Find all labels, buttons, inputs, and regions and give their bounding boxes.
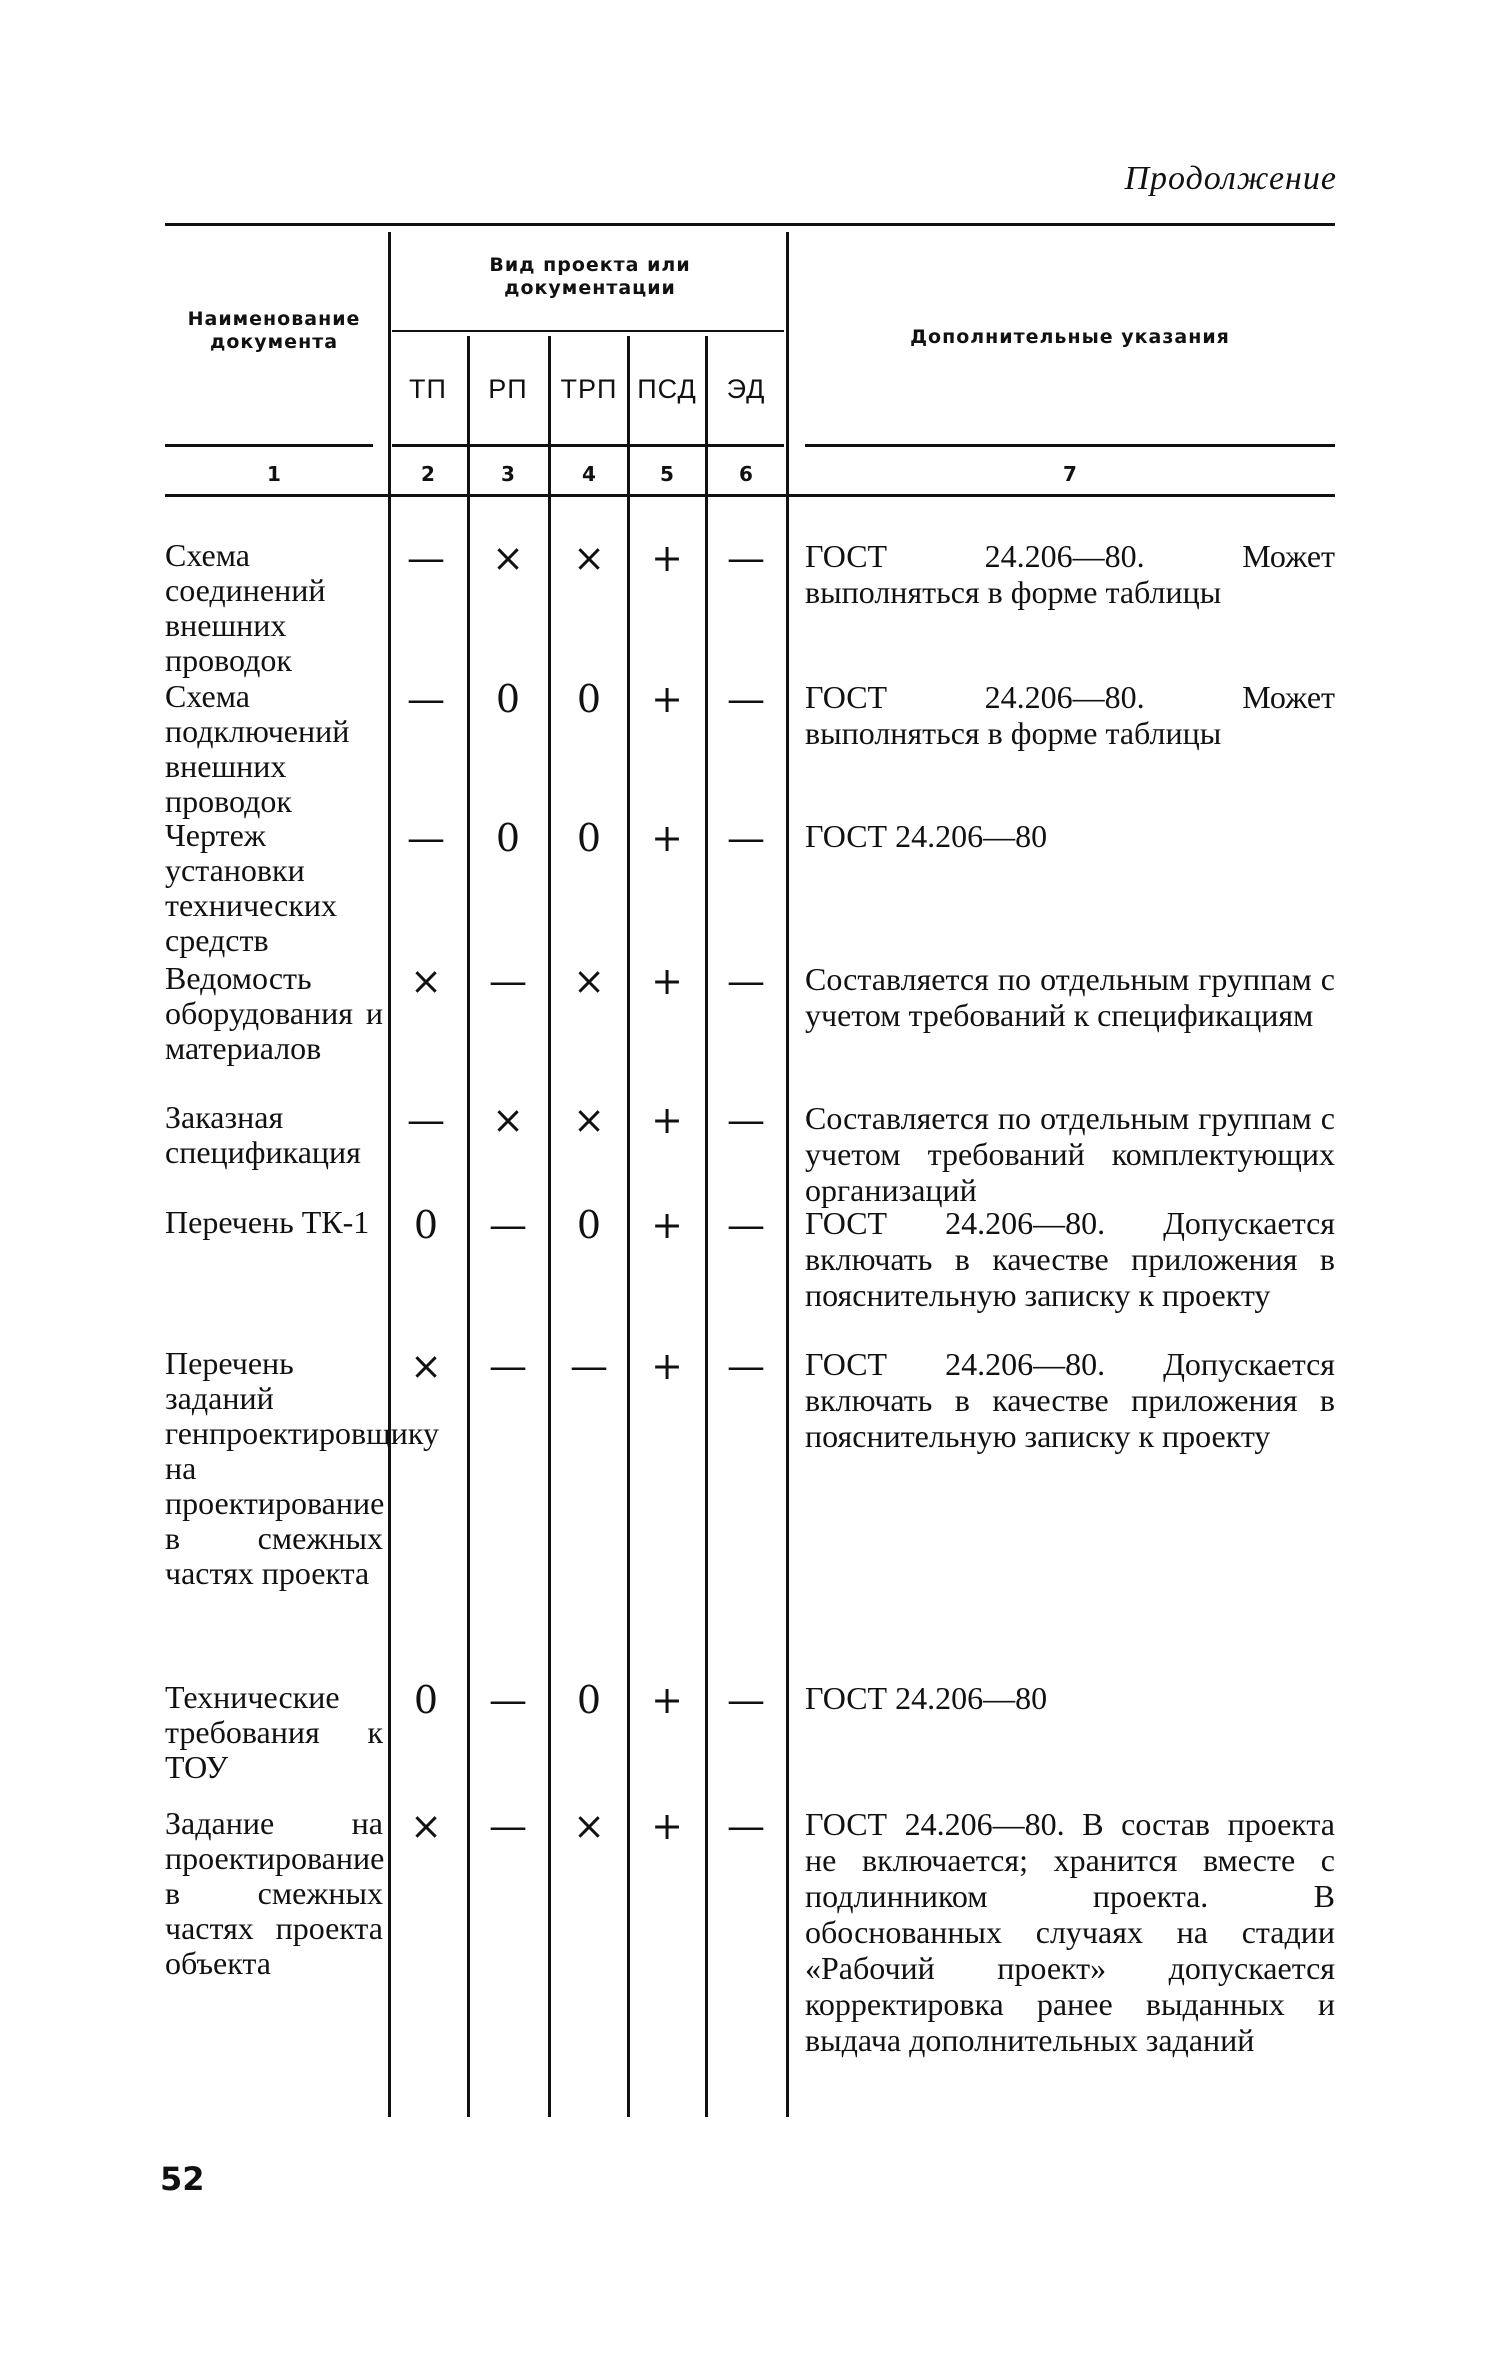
doc-name: Перечень ТК-1 [165,1204,370,1240]
doc-name: Ведомость оборудования и материалов [165,960,383,1066]
doc-name: Задание на проектирование в смежных частях проекта объекта [165,1805,385,1981]
doc-note: Составляется по отдельным группам с учетом требований к спецификациям [805,961,1335,1033]
mark-trp: — [570,1344,608,1388]
mark-rp: × [492,1098,524,1142]
subcol-tp: ТП [409,374,447,404]
doc-note: ГОСТ 24.206—80. Допускается включать в качестве приложения в пояснительную записку к проекту [805,1205,1335,1313]
mark-tp: — [407,677,445,721]
mark-psd: + [651,536,683,580]
doc-name: Схема подключений внешних проводок [165,678,350,819]
mark-tp: × [410,1344,442,1388]
mark-trp: × [573,1804,605,1848]
mark-trp: × [573,959,605,1003]
mark-ed: — [727,1098,765,1142]
mark-ed: — [727,1344,765,1388]
col-number-5: 5 [660,462,674,486]
header-notes-col: Дополнительные указания [910,326,1230,348]
mark-trp: 0 [576,816,602,860]
mark-psd: + [651,1098,683,1142]
doc-name: Перечень заданий генпроектировщику на проектирование в смежных частях проекта [165,1345,439,1591]
mark-trp: × [573,536,605,580]
subcol-ed: ЭД [726,374,766,404]
mark-trp: 0 [576,677,602,721]
col-number-7: 7 [1063,462,1077,486]
mark-rp: — [489,959,527,1003]
mark-psd: + [651,677,683,721]
mark-rp: — [489,1344,527,1388]
mark-trp: 0 [576,1678,602,1722]
header-name-col: Наименование документа [187,308,361,353]
subcol-trp: ТРП [560,374,618,404]
mark-tp: — [407,1098,445,1142]
mark-tp: — [407,536,445,580]
mark-ed: — [727,816,765,860]
doc-note: ГОСТ 24.206—80. Допускается включать в качестве приложения в пояснительную записку к проекту [805,1346,1335,1454]
mark-rp: 0 [495,677,521,721]
mark-rp: 0 [495,816,521,860]
col-number-1: 1 [267,462,281,486]
mark-ed: — [727,1203,765,1247]
mark-tp: — [407,816,445,860]
mark-rp: — [489,1678,527,1722]
col-number-6: 6 [739,462,753,486]
doc-note: ГОСТ 24.206—80. Может выполняться в форме таблицы [805,679,1335,751]
mark-rp: — [489,1804,527,1848]
mark-ed: — [727,1804,765,1848]
doc-name: Технические требования к ТОУ [165,1679,383,1785]
mark-trp: 0 [576,1203,602,1247]
col-number-2: 2 [421,462,435,486]
continuation-label: Продолжение [1124,160,1337,197]
header-group: Вид проекта или документации [489,254,691,299]
mark-tp: × [410,959,442,1003]
mark-psd: + [651,816,683,860]
mark-psd: + [651,1804,683,1848]
mark-ed: — [727,959,765,1003]
doc-note: ГОСТ 24.206—80. Может выполняться в форме таблицы [805,538,1335,610]
mark-ed: — [727,677,765,721]
doc-note: Составляется по отдельным группам с учетом требований комплектующих организаций [805,1100,1335,1208]
mark-rp: — [489,1203,527,1247]
mark-rp: × [492,536,524,580]
mark-ed: — [727,1678,765,1722]
col-number-4: 4 [582,462,596,486]
mark-ed: — [727,536,765,580]
doc-name: Чертеж установки технических средств [165,817,337,958]
subcol-rp: РП [488,374,528,404]
mark-tp: × [410,1804,442,1848]
subcol-psd: ПСД [637,374,697,404]
page-number: 52 [160,2160,205,2198]
mark-psd: + [651,959,683,1003]
doc-name: Заказная спецификация [165,1099,361,1170]
mark-tp: 0 [413,1678,439,1722]
mark-psd: + [651,1203,683,1247]
mark-psd: + [651,1678,683,1722]
doc-note: ГОСТ 24.206—80 [805,1680,1048,1716]
mark-psd: + [651,1344,683,1388]
col-number-3: 3 [501,462,515,486]
doc-name: Схема соединений внешних проводок [165,537,326,678]
mark-tp: 0 [413,1203,439,1247]
doc-note: ГОСТ 24.206—80. В состав проекта не включается; хранится вместе с подлинником проекта. В обоснованных случаях на стадии «Рабочий проект» допускается корректировка ранее выданных и выдача дополнительных заданий [805,1806,1335,2058]
mark-trp: × [573,1098,605,1142]
doc-note: ГОСТ 24.206—80 [805,818,1048,854]
